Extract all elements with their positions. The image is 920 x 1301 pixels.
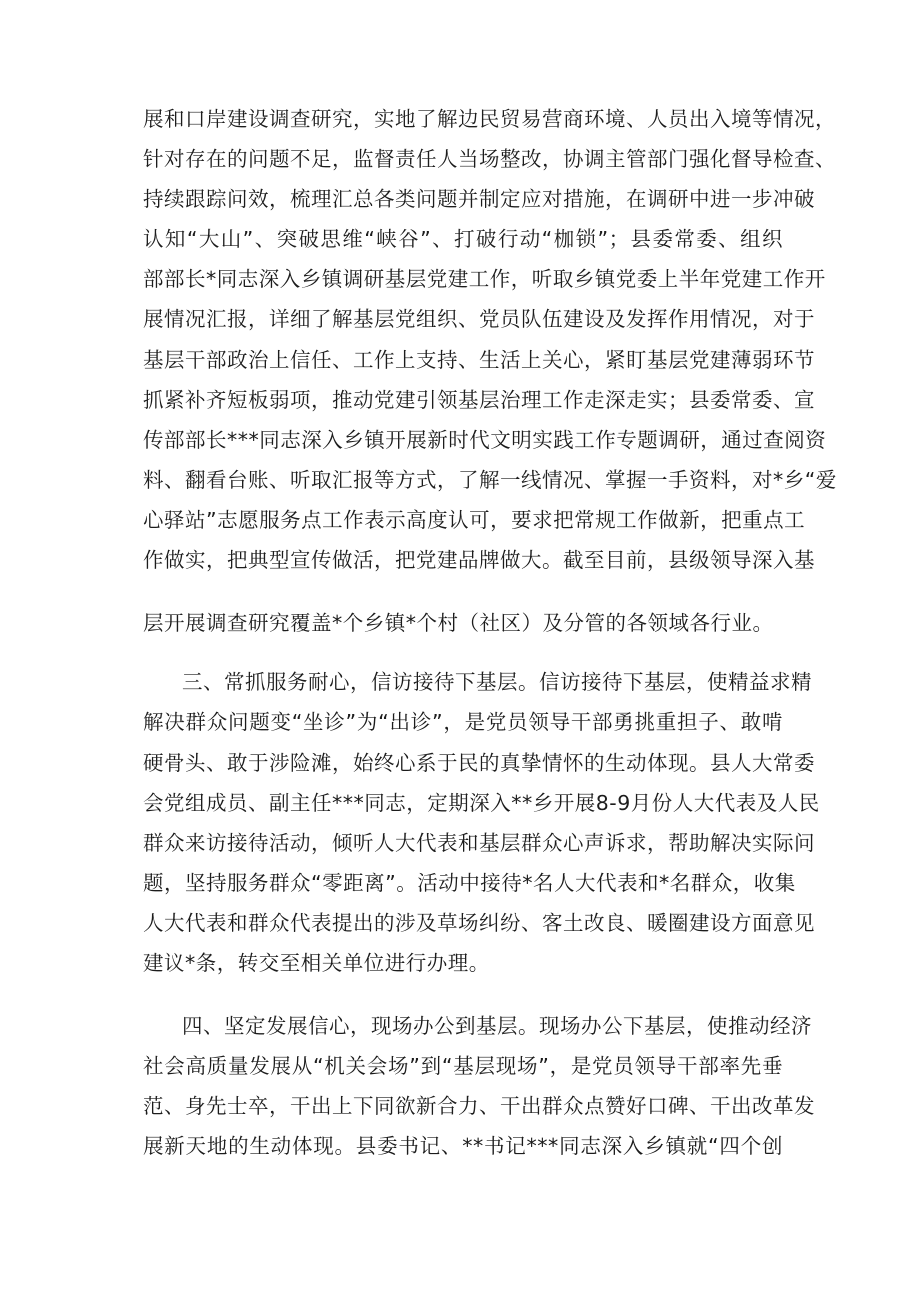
text-line: 会党组成员、副主任***同志，定期深入**乡开展8-9月份人大代表及人民 [143,791,820,815]
text-line: 传部部长***同志深入乡镇开展新时代文明实践工作专题调研，通过查阅资 [143,428,827,452]
text-line: 展和口岸建设调查研究，实地了解边民贸易营商环境、人员出入境等情况， [143,107,836,131]
text-line: 展情况汇报，详细了解基层党组织、党员队伍建设及发挥作用情况，对于 [143,307,815,331]
text-line: 持续跟踪问效，梳理汇总各类问题并制定应对措施，在调研中进一步冲破 [143,187,815,211]
text-line: 基层干部政治上信任、工作上支持、生活上关心，紧盯基层党建薄弱环节 [143,348,815,372]
text-line: 心驿站”志愿服务点工作表示高度认可，要求把常规工作做新，把重点工 [143,508,806,532]
text-line: 题，坚持服务群众“零距离”。活动中接待*名人大代表和*名群众，收集 [143,871,796,895]
text-line: 人大代表和群众代表提出的涉及草场纠纷、客土改良、暖圈建设方面意见 [143,911,815,935]
text-line: 社会高质量发展从“机关会场”到“基层现场”，是党员领导干部率先垂 [143,1054,783,1078]
text-line: 作做实，把典型宣传做活，把党建品牌做大。截至目前，县级领导深入基 [143,548,815,572]
text-line: 料、翻看台账、听取汇报等方式，了解一线情况、掌握一手资料，对*乡“爱 [143,468,837,492]
text-line: 部部长*同志深入乡镇调研基层党建工作，听取乡镇党委上半年党建工作开 [143,267,826,291]
text-line: 展新天地的生动体现。县委书记、**书记***同志深入乡镇就“四个创 [143,1134,783,1158]
text-line: 建议*条，转交至相关单位进行办理。 [143,951,490,975]
paragraph-heading-line: 四、坚定发展信心，现场办公到基层。现场办公下基层，使推动经济 [182,1014,812,1038]
text-line: 认知“大山”、突破思维“峡谷”、打破行动“枷锁”；县委常委、组织 [143,227,783,251]
text-line: 群众来访接待活动，倾听人大代表和基层群众心声诉求，帮助解决实际问 [143,831,815,855]
text-line: 范、身先士卒，干出上下同欲新合力、干出群众点赞好口碑、干出改革发 [143,1094,815,1118]
text-line: 解决群众问题变“坐诊”为“出诊”，是党员领导干部勇挑重担子、敢啃 [143,710,783,734]
text-line: 针对存在的问题不足，监督责任人当场整改，协调主管部门强化督导检查、 [143,147,836,171]
paragraph-heading-line: 三、常抓服务耐心，信访接待下基层。信访接待下基层，使精益求精 [182,670,812,694]
text-line: 硬骨头、敢于涉险滩，始终心系于民的真挚情怀的生动体现。县人大常委 [143,751,815,775]
text-line: 层开展调查研究覆盖*个乡镇*个村（社区）及分管的各领域各行业。 [143,611,774,635]
text-line: 抓紧补齐短板弱项，推动党建引领基层治理工作走深走实；县委常委、宣 [143,388,815,412]
